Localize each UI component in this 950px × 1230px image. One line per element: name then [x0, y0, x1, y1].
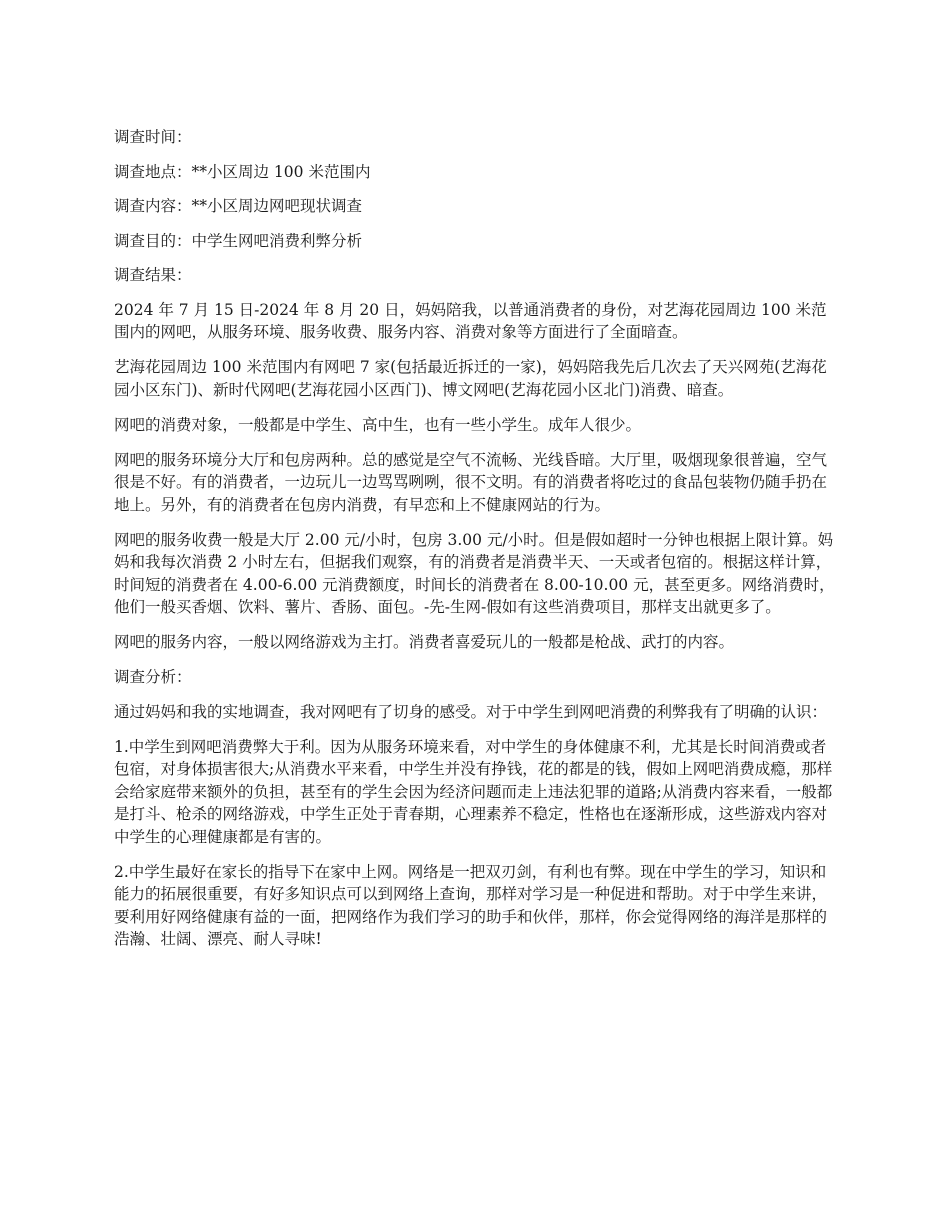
results-paragraph-customers: 网吧的消费对象，一般都是中学生、高中生，也有一些小学生。成年人很少。 — [114, 415, 642, 434]
results-paragraph-fees: 网吧的服务收费一般是大厅 2.00 元/小时，包房 3.00 元/小时。但是假如超时一分钟也根据上限计算。妈妈和我每次消费 2 小时左右，但据我们观察，有的消费者是消费半天、一天或者包宿的。根据这样计算，时间短的消费者在 4.00-6.00 元消费额度，时间长的消费者在 8.00-10.00 元，甚至更多。网络消费时，他们一般买香烟、饮料、薯片、香肠、面包。-先-生网-假如有这些消费项目，那样支出就更多了。 — [114, 530, 835, 616]
results-paragraph-period: 2024 年 7 月 15 日-2024 年 8 月 20 日，妈妈陪我，以普通消费者的身份，对艺海花园周边 100 米范围内的网吧，从服务环境、服务收费、服务内容、消费对象等方面进行了全面暗查。 — [114, 300, 827, 341]
survey-results-heading: 调查结果： — [114, 266, 192, 284]
analysis-paragraph-point-2: 2.中学生最好在家长的指导下在家中上网。网络是一把双刃剑，有利也有弊。现在中学生的学习，知识和能力的拓展很重要，有好多知识点可以到网络上查询，那样对学习是一种促进和帮助。对于中学生来讲，要利用好网络健康有益的一面，把网络作为我们学习的助手和伙伴，那样，你会觉得网络的海洋是那样的浩瀚、壮阔、漂亮、耐人寻味! — [114, 862, 828, 948]
analysis-paragraph-intro: 通过妈妈和我的实地调查，我对网吧有了切身的感受。对于中学生到网吧消费的利弊我有了明确的认识： — [114, 702, 828, 721]
survey-analysis-heading: 调查分析： — [114, 668, 192, 686]
survey-time-line: 调查时间： — [114, 128, 192, 146]
results-paragraph-environment: 网吧的服务环境分大厅和包房两种。总的感觉是空气不流畅、光线昏暗。大厅里，吸烟现象很普遍，空气很是不好。有的消费者，一边玩儿一边骂骂咧咧，很不文明。有的消费者将吃过的食品包装物仍随手扔在地上。另外，有的消费者在包房内消费，有早恋和上不健康网站的行为。 — [114, 450, 828, 514]
analysis-paragraph-point-1: 1.中学生到网吧消费弊大于利。因为从服务环境来看，对中学生的身体健康不利，尤其是长时间消费或者包宿，对身体损害很大;从消费水平来看，中学生并没有挣钱，花的都是的钱，假如上网吧消费成瘾，那样会给家庭带来额外的负担，甚至有的学生会因为经济问题而走上违法犯罪的道路;从消费内容来看，一般都是打斗、枪杀的网络游戏，中学生正处于青春期，心理素养不稳定，性格也在逐渐形成，这些游戏内容对中学生的心理健康都是有害的。 — [114, 737, 833, 846]
survey-location-line: 调查地点：**小区周边 100 米范围内 — [114, 162, 371, 181]
survey-content-line: 调查内容：**小区周边网吧现状调查 — [114, 197, 363, 215]
results-paragraph-cafes: 艺海花园周边 100 米范围内有网吧 7 家(包括最近拆迁的一家)，妈妈陪我先后几次去了天兴网苑(艺海花园小区东门)、新时代网吧(艺海花园小区西门)、博文网吧(艺海花园小区北门)消费、暗查。 — [114, 358, 827, 399]
results-paragraph-services: 网吧的服务内容，一般以网络游戏为主打。消费者喜爱玩儿的一般都是枪战、武打的内容。 — [114, 633, 735, 651]
survey-purpose-line: 调查目的：中学生网吧消费利弊分析 — [114, 231, 363, 250]
document-body — [114, 126, 840, 963]
